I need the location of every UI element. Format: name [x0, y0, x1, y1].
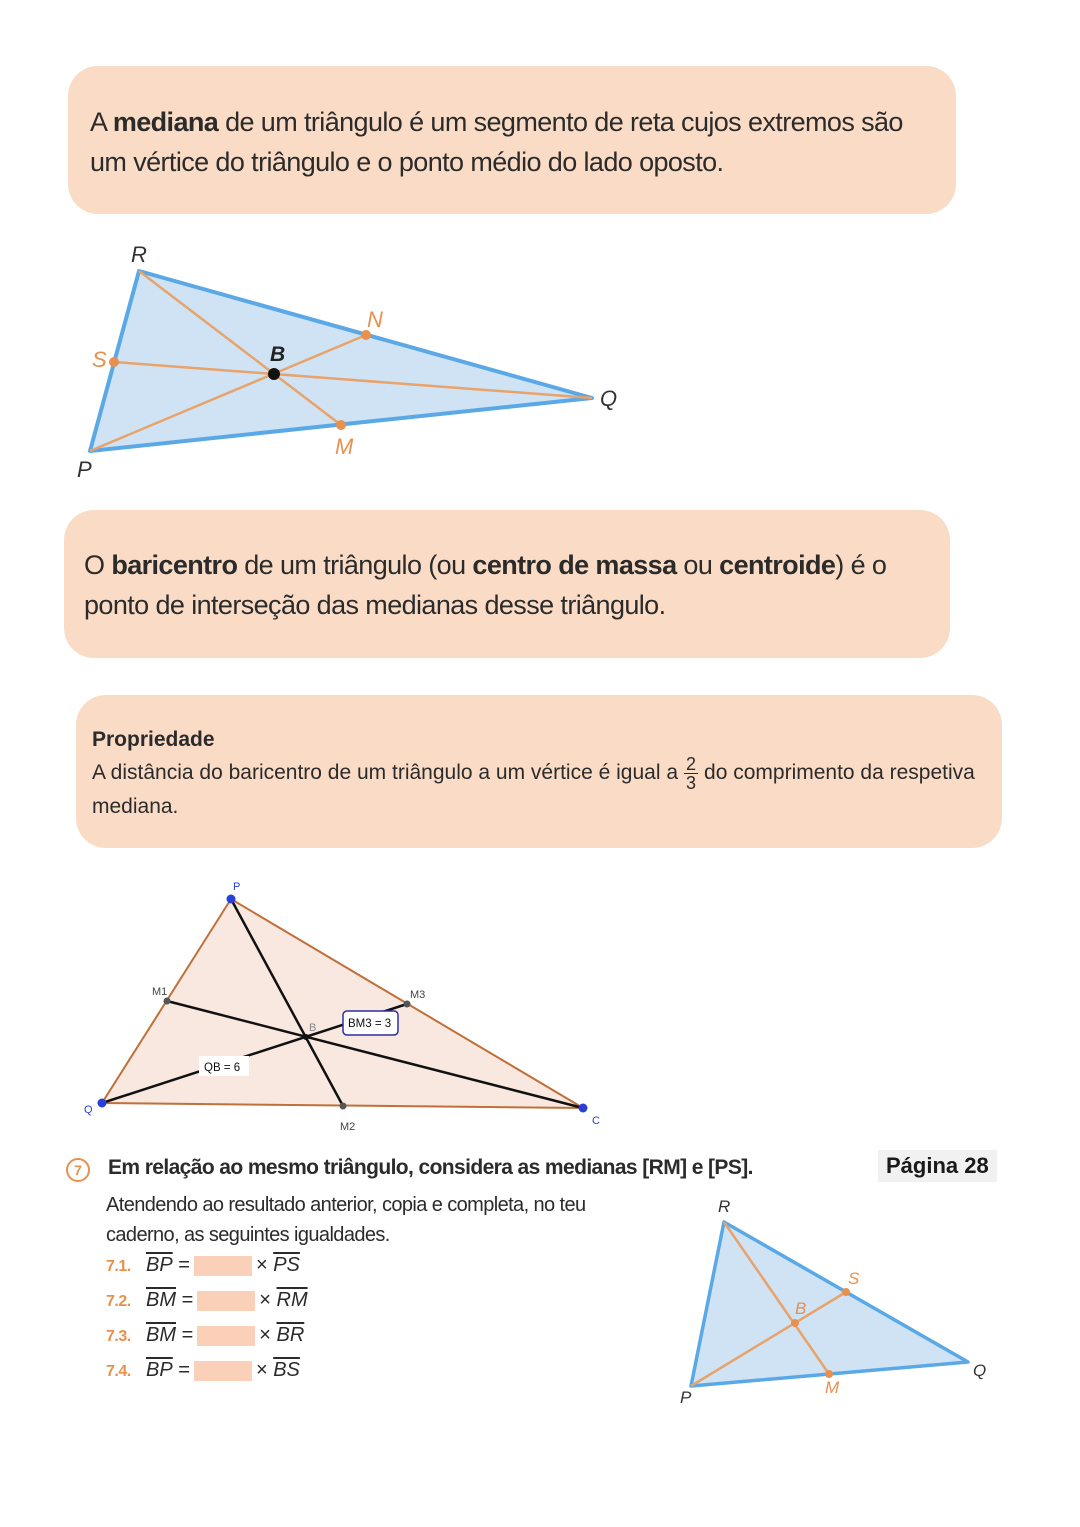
property-text-before: A distância do baricentro de um triângulo a um vértice é igual a — [92, 761, 679, 785]
label-r: R — [131, 242, 147, 267]
fraction-two-thirds: $\frac{2}{3}$ — [686, 754, 697, 793]
page-label: Página 28 — [878, 1150, 997, 1182]
centroid-definition-text: O baricentro de um triângulo (ou centro de massa ou centroide) é o ponto de interseção das medianas desse triângulo. — [84, 550, 887, 620]
exercise-instruction: Atendendo ao resultado anterior, copia e completa, no teu caderno, as seguintes igualdades. — [106, 1194, 586, 1246]
label-m3: M3 — [410, 989, 426, 1001]
midpoint-s-small — [842, 1288, 850, 1296]
label-m3-small: M — [825, 1378, 840, 1397]
label-p: P — [77, 457, 92, 482]
property-title: Propriedade — [92, 728, 215, 751]
exercise-number: 7 — [66, 1158, 90, 1182]
label-b3: B — [795, 1299, 807, 1318]
label-c: C — [592, 1115, 600, 1127]
label-s3: S — [848, 1269, 860, 1288]
list-item: 7.1. $\overline{BP}$ = × $\overline{PS}$ — [106, 1254, 300, 1276]
label-m: M — [335, 434, 354, 459]
label-m1: M1 — [152, 986, 168, 998]
label-p2: P — [233, 881, 241, 893]
label-q2: Q — [84, 1104, 93, 1116]
label-p3: P — [680, 1388, 692, 1407]
label-n: N — [367, 307, 383, 332]
list-item: 7.4. $\overline{BP}$ = × $\overline{BS}$ — [106, 1359, 300, 1381]
qb-label: QB = 6 — [204, 1062, 241, 1074]
median-term: mediana — [112, 107, 219, 137]
label-r3: R — [718, 1197, 731, 1216]
label-s: S — [92, 347, 107, 372]
midpoint-m-small — [825, 1370, 833, 1378]
centroid-b-small — [791, 1319, 799, 1327]
bm3-label: BM3 = 3 — [348, 1018, 392, 1030]
exercise-question: Em relação ao mesmo triângulo, considera as medianas [RM] e [PS]. — [108, 1156, 753, 1179]
label-b: B — [270, 343, 286, 366]
list-item: 7.3. $\overline{BM}$ = × $\overline{BR}$ — [106, 1324, 305, 1346]
label-m2: M2 — [340, 1121, 356, 1133]
list-item: 7.2. $\overline{BM}$ = × $\overline{RM}$ — [106, 1289, 308, 1311]
property-text-after: do comprimento da respetiva mediana. — [92, 761, 975, 818]
label-b2: B — [309, 1022, 317, 1034]
label-q3: Q — [973, 1361, 987, 1380]
label-q: Q — [600, 386, 618, 411]
median-definition-text: A mediana de um triângulo é um segmento de reta cujos extremos são um vértice do triângulo e o ponto médio do lado oposto. — [90, 107, 903, 177]
